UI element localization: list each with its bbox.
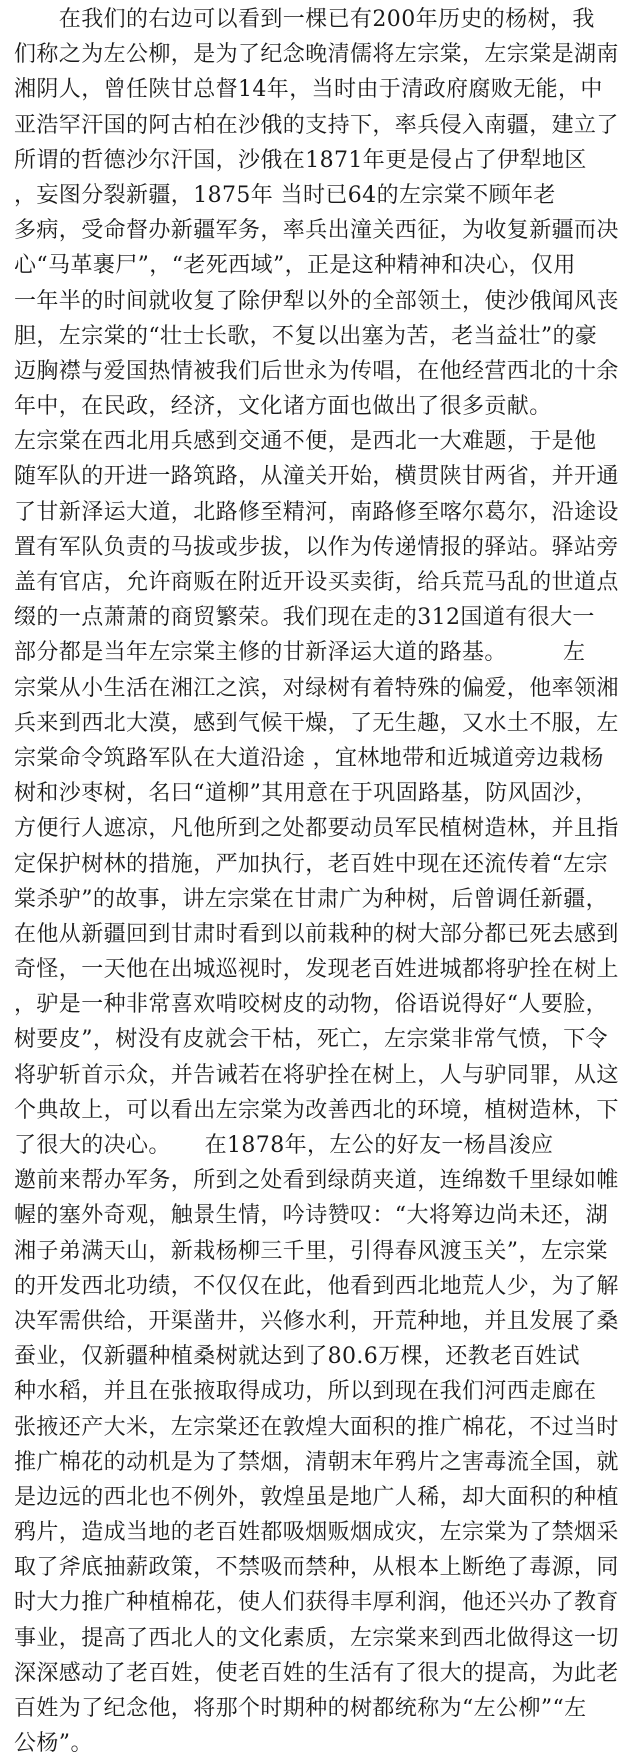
text-line: 深深感动了老百姓，使老百姓的生活有了很大的提高，为此老	[14, 1660, 619, 1686]
text-line: 年中，在民政，经济，文化诸方面也做出了很多贡献。	[14, 394, 552, 420]
text-line: 定保护树林的措施，严加执行，老百姓中现在还流传着“左宗	[14, 851, 609, 877]
text-line: 百姓为了纪念他，将那个时期种的树都统称为“左公柳”“左	[14, 1696, 587, 1721]
text-line: 在我们的右边可以看到一棵已有200年历史的杨树，我	[14, 7, 595, 32]
text-line: 决军需供给，开渠凿井，兴修水利，开荒种地，并且发展了桑	[14, 1308, 619, 1334]
text-line: 所谓的哲德沙尔汗国，沙俄在1871年更是侵占了伊犁地区	[14, 147, 587, 173]
text-line: 了甘新泽运大道，北路修至精河，南路修至喀尔葛尔，沿途设	[14, 499, 619, 525]
text-line: ，妄图分裂新疆，1875年 当时已64的左宗棠不顾年老	[14, 182, 556, 208]
text-line: 方便行人遮凉，凡他所到之处都要动员军民植树造林，并且指	[14, 816, 619, 842]
text-line: 置有军队负责的马拔或步拔，以作为传递情报的驿站。驿站旁	[14, 534, 619, 560]
text-line: 宗棠命令筑路军队在大道沿途 ，宜林地带和近城道旁边栽杨	[14, 745, 604, 771]
text-line: 张掖还产大米，左宗棠还在敦煌大面积的推广棉花，不过当时	[14, 1414, 619, 1440]
text-line: 心“马革裹尸”，“老死西域”，正是这种精神和决心，仅用	[14, 253, 576, 279]
text-line: 胆，左宗棠的“壮士长歌，不复以出塞为苦，老当益壮”的豪	[14, 323, 598, 349]
article-body	[14, 2, 634, 1761]
text-line: 个典故上，可以看出左宗棠为改善西北的环境，植树造林，下	[14, 1097, 619, 1123]
text-line: 多病，受命督办新疆军务，率兵出潼关西征，为收复新疆而决	[14, 218, 619, 244]
text-line: 公杨”。	[14, 1731, 93, 1757]
text-line: 事业，提高了西北人的文化素质，左宗棠来到西北做得这一切	[14, 1625, 619, 1651]
text-line: 是边远的西北也不例外，敦煌虽是地广人稀，却大面积的种植	[14, 1484, 619, 1510]
text-line: 种水稻，并且在张掖取得成功，所以到现在我们河西走廊在	[14, 1379, 597, 1405]
text-line: 的开发西北功绩，不仅仅在此，他看到西北地荒人少，为了解	[14, 1273, 619, 1299]
text-line: 奇怪，一天他在出城巡视时，发现老百姓进城都将驴拴在树上	[14, 957, 619, 983]
text-line: 棠杀驴”的故事，讲左宗棠在甘肃广为种树，后曾调任新疆，	[14, 886, 609, 912]
text-line: 邀前来帮办军务，所到之处看到绿荫夹道，连绵数千里绿如帷	[14, 1168, 619, 1194]
text-line: 树要皮”，树没有皮就会干枯，死亡，左宗棠非常气愤，下令	[14, 1027, 609, 1053]
text-line: 随军队的开进一路筑路，从潼关开始，横贯陕甘两省，并开通	[14, 464, 619, 490]
text-line: 在他从新疆回到甘肃时看到以前栽种的树大部分都已死去感到	[14, 921, 619, 947]
text-line: 缀的一点萧萧的商贸繁荣。我们现在走的312国道有很大一	[14, 605, 595, 631]
text-line: 迈胸襟与爱国热情被我们后世永为传唱，在他经营西北的十余	[14, 358, 619, 384]
text-line: 兵来到西北大漠，感到气候干燥，了无生趣，又水土不服，左	[14, 710, 619, 736]
text-line: 推广棉花的动机是为了禁烟，清朝末年鸦片之害毒流全国，就	[14, 1449, 619, 1475]
text-line: 湘子弟满天山，新栽杨柳三千里，引得春风渡玉关”，左宗棠	[14, 1238, 609, 1264]
text-line: 部分都是当年左宗棠主修的甘新泽运大道的路基。 左	[14, 640, 586, 666]
text-line: 鸦片，造成当地的老百姓都吸烟贩烟成灾，左宗棠为了禁烟采	[14, 1520, 619, 1546]
text-line: 时大力推广种植棉花，使人们获得丰厚利润，他还兴办了教育	[14, 1590, 619, 1616]
text-line: 湘阴人，曾任陕甘总督14年，当时由于清政府腐败无能，中	[14, 77, 603, 103]
text-line: 亚浩罕汗国的阿古柏在沙俄的支持下，率兵侵入南疆，建立了	[14, 112, 619, 138]
text-line: 取了斧底抽薪政策，不禁吸而禁种，从根本上断绝了毒源，同	[14, 1555, 619, 1581]
text-line: 了很大的决心。 在1878年，左公的好友一杨昌浚应	[14, 1133, 554, 1158]
text-line: 蚕业，仅新疆种植桑树就达到了80.6万棵，还教老百姓试	[14, 1344, 580, 1370]
text-line: 幄的塞外奇观，触景生情，吟诗赞叹：“大将筹边尚未还，湖	[14, 1203, 609, 1229]
text-line: ，驴是一种非常喜欢啃咬树皮的动物，俗语说得好“人要脸，	[14, 992, 609, 1018]
text-line: 们称之为左公柳，是为了纪念晚清儒将左宗棠，左宗棠是湖南	[14, 42, 619, 68]
text-line: 盖有官店，允许商贩在附近开设买卖街，给兵荒马乱的世道点	[14, 570, 619, 595]
text-line: 一年半的时间就收复了除伊犁以外的全部领土，使沙俄闻风丧	[14, 288, 619, 314]
text-line: 左宗棠在西北用兵感到交通不便，是西北一大难题，于是他	[14, 429, 597, 455]
text-line: 宗棠从小生活在湘江之滨，对绿树有着特殊的偏爱，他率领湘	[14, 675, 619, 701]
text-line: 将驴斩首示众，并告诫若在将驴拴在树上，人与驴同罪，从这	[14, 1062, 619, 1088]
text-line: 树和沙枣树，名曰“道柳”其用意在于巩固路基，防风固沙，	[14, 781, 598, 807]
